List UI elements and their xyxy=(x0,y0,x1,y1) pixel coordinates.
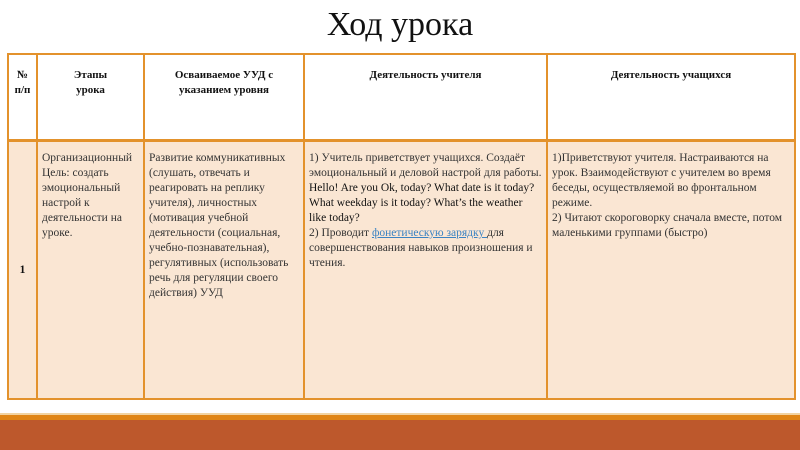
header-uud xyxy=(144,54,304,141)
teacher-step-2 xyxy=(309,226,542,271)
teacher-greeting: Hello! Are you Ok, today? What date is it today? What weekday is it today? What’s the weather like today? xyxy=(309,182,535,224)
header-stages-line1: Этапы xyxy=(73,69,108,81)
header-stages xyxy=(37,54,144,141)
students-step-1: 1)Приветствуют учителя. Настраиваются на урок. Взаимодействуют с учителем во время беседы, осуществляемой во фронтальном режиме. xyxy=(552,152,771,209)
teacher-step-2-suffix: для совершенствования навыков произношения и чтения. xyxy=(309,227,533,269)
header-uud-line1: Осваиваемое УУД с xyxy=(174,69,274,81)
phonetic-warmup-link[interactable]: фонетическую зарядку xyxy=(371,227,488,239)
header-student-label: Деятельность учащихся xyxy=(610,69,732,81)
footer-bar xyxy=(0,420,800,450)
slide-title: Ход урока xyxy=(326,6,474,43)
stage-cell xyxy=(37,141,144,400)
table-row xyxy=(8,141,795,400)
header-number xyxy=(8,54,37,141)
teacher-step-1: 1) Учитель приветствует учащихся. Создаёт эмоциональный и деловой настрой для работы. xyxy=(309,152,542,179)
teacher-cell xyxy=(304,141,547,400)
header-teacher-activity xyxy=(304,54,547,141)
students-step-2: 2) Читают скороговорку сначала вместе, потом маленькими группами (быстро) xyxy=(552,212,783,239)
header-stages-line2: урока xyxy=(76,84,105,96)
row-number: 1 xyxy=(8,141,37,400)
header-teacher-label: Деятельность учителя xyxy=(369,69,482,81)
teacher-step-2-prefix: 2) Проводит xyxy=(309,227,372,239)
header-uud-line2: указанием уровня xyxy=(179,84,269,96)
students-cell xyxy=(547,141,795,400)
uud-cell: Развитие коммуникативных (слушать, отвечать и реагировать на реплику учителя), личностных (мотивация учебной деятельности (социальная, учебно-познавательная), регулятивных (использовать речь для регуляции своего действия) УУД xyxy=(144,141,304,400)
stage-name: Организационный xyxy=(42,152,133,164)
header-student-activity xyxy=(547,54,795,141)
header-number-line2: п/п xyxy=(14,84,31,96)
header-number-line1: № xyxy=(16,69,29,81)
lesson-table xyxy=(7,53,796,400)
header-row xyxy=(8,54,795,141)
stage-goal: Цель: создать эмоциональный настрой к деятельности на уроке. xyxy=(42,167,122,239)
